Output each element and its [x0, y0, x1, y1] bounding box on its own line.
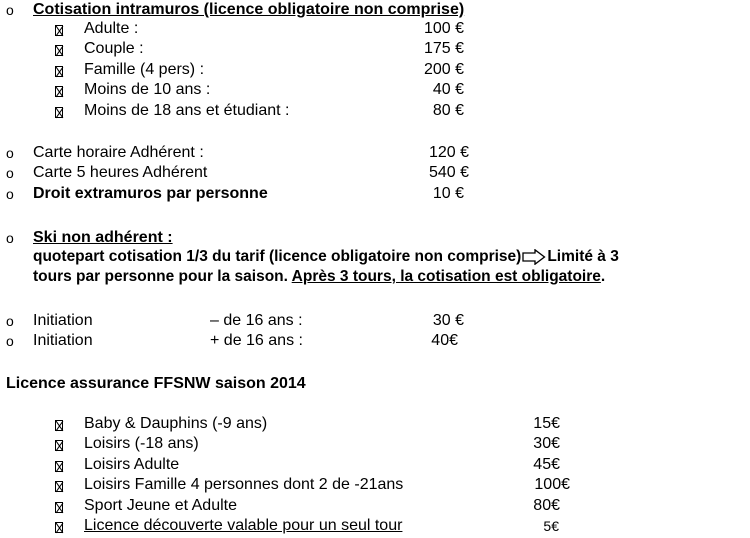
- ski-line-1-end: Limité à 3: [547, 248, 619, 265]
- initiation-label: Initiation: [33, 312, 93, 329]
- bullet-o: o: [6, 165, 14, 181]
- intramuros-title: Cotisation intramuros (licence obligatoire non comprise): [33, 1, 465, 18]
- licence-amount: 100€: [534, 476, 570, 493]
- extramuros-amount: 10 €: [432, 185, 464, 202]
- checkbox-icon: [55, 522, 63, 533]
- licence-amount: 30€: [533, 435, 560, 452]
- licence-label: Loisirs (-18 ans): [84, 435, 199, 452]
- checkbox-icon: [55, 25, 63, 36]
- intramuros-amount: 200 €: [423, 61, 464, 78]
- licence-amount: 45€: [533, 456, 560, 473]
- licence-label: Loisirs Adulte: [84, 456, 180, 473]
- intramuros-amount: 100 €: [423, 20, 464, 37]
- checkbox-icon: [55, 502, 63, 513]
- checkbox-icon: [55, 461, 63, 472]
- licence-amount: 80€: [533, 497, 560, 514]
- checkbox-icon: [55, 86, 63, 97]
- bullet-o: o: [6, 145, 14, 161]
- licence-amount: 15€: [533, 415, 560, 432]
- bullet-o: o: [6, 2, 14, 18]
- checkbox-icon: [55, 440, 63, 451]
- arrow-right-icon: [522, 249, 546, 265]
- ski-title: Ski non adhérent :: [33, 229, 173, 246]
- ski-line-1-text: quotepart cotisation 1/3 du tarif (licence obligatoire non comprise): [33, 248, 522, 265]
- licence-label: Licence découverte valable pour un seul tour: [84, 517, 403, 534]
- checkbox-icon: [55, 481, 63, 492]
- initiation-amount: 30 €: [432, 312, 464, 329]
- ski-line-2-end: .: [600, 268, 606, 285]
- carte-label: Carte horaire Adhérent :: [33, 144, 204, 161]
- carte-amount: 120 €: [428, 144, 469, 161]
- licence-label: Sport Jeune et Adulte: [84, 497, 237, 514]
- ski-line-1: [33, 247, 619, 267]
- initiation-age: + de 16 ans :: [210, 332, 303, 349]
- checkbox-icon: [55, 66, 63, 77]
- bullet-o: o: [6, 230, 14, 246]
- intramuros-amount: 175 €: [423, 40, 464, 57]
- checkbox-icon: [55, 107, 63, 118]
- intramuros-label: Couple :: [84, 40, 144, 57]
- bullet-o: o: [6, 186, 14, 202]
- initiation-amount: 40€: [431, 332, 458, 349]
- extramuros-label: Droit extramuros par personne: [33, 185, 268, 202]
- licence-label: Baby & Dauphins (-9 ans): [84, 415, 268, 432]
- checkbox-icon: [55, 420, 63, 431]
- carte-label: Carte 5 heures Adhérent: [33, 164, 208, 181]
- initiation-label: Initiation: [33, 332, 93, 349]
- checkbox-icon: [55, 45, 63, 56]
- initiation-age: – de 16 ans :: [210, 312, 303, 329]
- intramuros-label: Famille (4 pers) :: [84, 61, 205, 78]
- bullet-o: o: [6, 333, 14, 349]
- intramuros-amount: 80 €: [432, 102, 464, 119]
- intramuros-label: Moins de 18 ans et étudiant :: [84, 102, 290, 119]
- intramuros-amount: 40 €: [432, 81, 464, 98]
- licence-amount: 5€: [543, 518, 559, 534]
- bullet-o: o: [6, 313, 14, 329]
- licence-label: Loisirs Famille 4 personnes dont 2 de -21ans: [84, 476, 404, 493]
- ski-line-2-start: tours par personne pour la saison.: [33, 268, 292, 285]
- ski-line-2-underlined: Après 3 tours, la cotisation est obligatoire: [291, 268, 601, 285]
- carte-amount: 540 €: [428, 164, 469, 181]
- intramuros-label: Moins de 10 ans :: [84, 81, 211, 98]
- licence-title: Licence assurance FFSNW saison 2014: [6, 375, 306, 392]
- ski-line-2: [33, 267, 605, 287]
- intramuros-label: Adulte :: [84, 20, 139, 37]
